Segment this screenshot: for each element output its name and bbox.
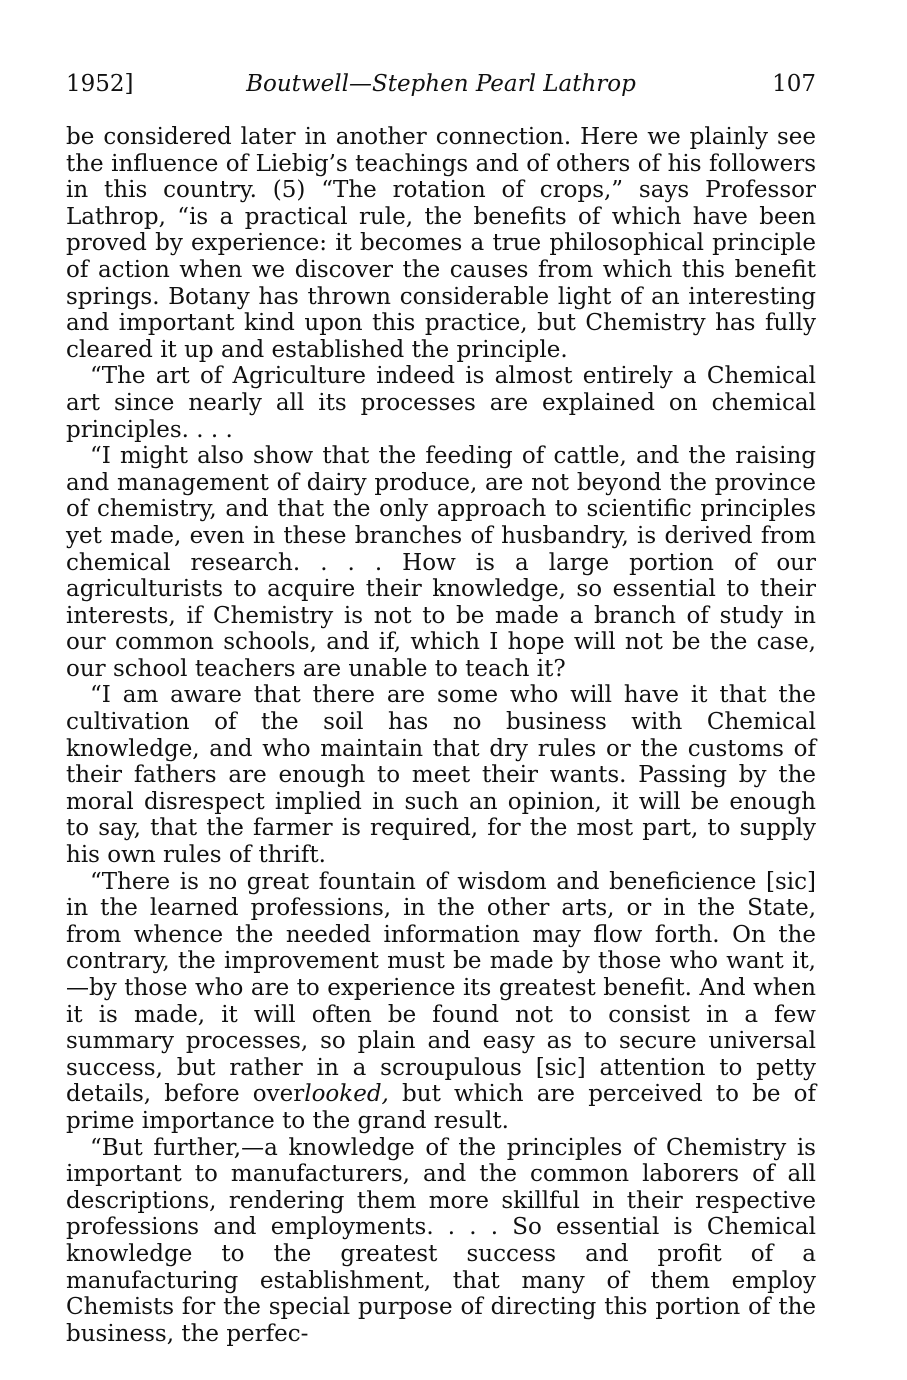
paragraph-2: “The art of Agriculture indeed is almost entirely a Chemical art since nearly all its processes are explained on chemical principles. . . . xyxy=(66,363,816,443)
running-head-title: Boutwell—Stephen Pearl Lathrop xyxy=(246,71,636,97)
paragraph-4: “I am aware that there are some who will have it that the cultivation of the soil has no business with Chemical knowledge, and who maintain that dry rules or the customs of their fathers are enough to meet their wants. Passing by the moral disrespect implied in such an opinion, it will be enough to say, that the farmer is required, for the most part, to supply his own rules of thrift. xyxy=(66,682,816,869)
book-page xyxy=(66,66,816,1347)
paragraph-5-after: but which are perceived to be of prime importance to the grand result. xyxy=(66,1081,816,1134)
running-head-year: 1952] xyxy=(66,71,134,97)
paragraph-3: “I might also show that the feeding of cattle, and the raising and management of dairy produce, are not beyond the province of chemistry, and that the only approach to scientific principles yet made, even in these branches of husbandry, is derived from chemical research. . . . How is a large portion of our agriculturists to acquire their knowledge, so essential to their interests, if Chemistry is not to be made a branch of study in our common schools, and if, which I hope will not be the case, our school teachers are unable to teach it? xyxy=(66,443,816,682)
paragraph-6: “But further,—a knowledge of the principles of Chemistry is important to manufacturers, and the common laborers of all descriptions, rendering them more skillful in their respective professions and employments. . . . So essential is Chemical knowledge to the greatest success and profit of a manufacturing establishment, that many of them employ Chemists for the special purpose of directing this portion of the business, the perfec- xyxy=(66,1134,816,1347)
paragraph-1: be considered later in another connection. Here we plainly see the influence of Liebig’s teachings and of others of his followers in this country. (5) “The rotation of crops,” says Professor Lathrop, “is a practical rule, the benefits of which have been proved by experience: it becomes a true philosophical principle of action when we discover the causes from which this benefit springs. Botany has thrown considerable light of an interesting and important kind upon this practice, but Chemistry has fully cleared it up and established the principle. xyxy=(66,124,816,363)
paragraph-5-before: “There is no great fountain of wisdom and beneficience [sic] in the learned professions, in the other arts, or in the State, from whence the needed information may flow forth. On the contrary, the improvement must be made by those who want it,—by those who are to experience its greatest benefit. And when it is made, it will often be found not to consist in a few summary processes, so plain and easy as to secure universal success, but rather in a scroupulous [sic] attention to petty details, before over xyxy=(66,868,816,1108)
paragraph-5-italic: looked, xyxy=(304,1081,389,1108)
body-text xyxy=(66,124,816,1347)
running-head xyxy=(66,66,816,102)
page-number: 107 xyxy=(772,71,816,97)
paragraph-5 xyxy=(66,869,816,1135)
